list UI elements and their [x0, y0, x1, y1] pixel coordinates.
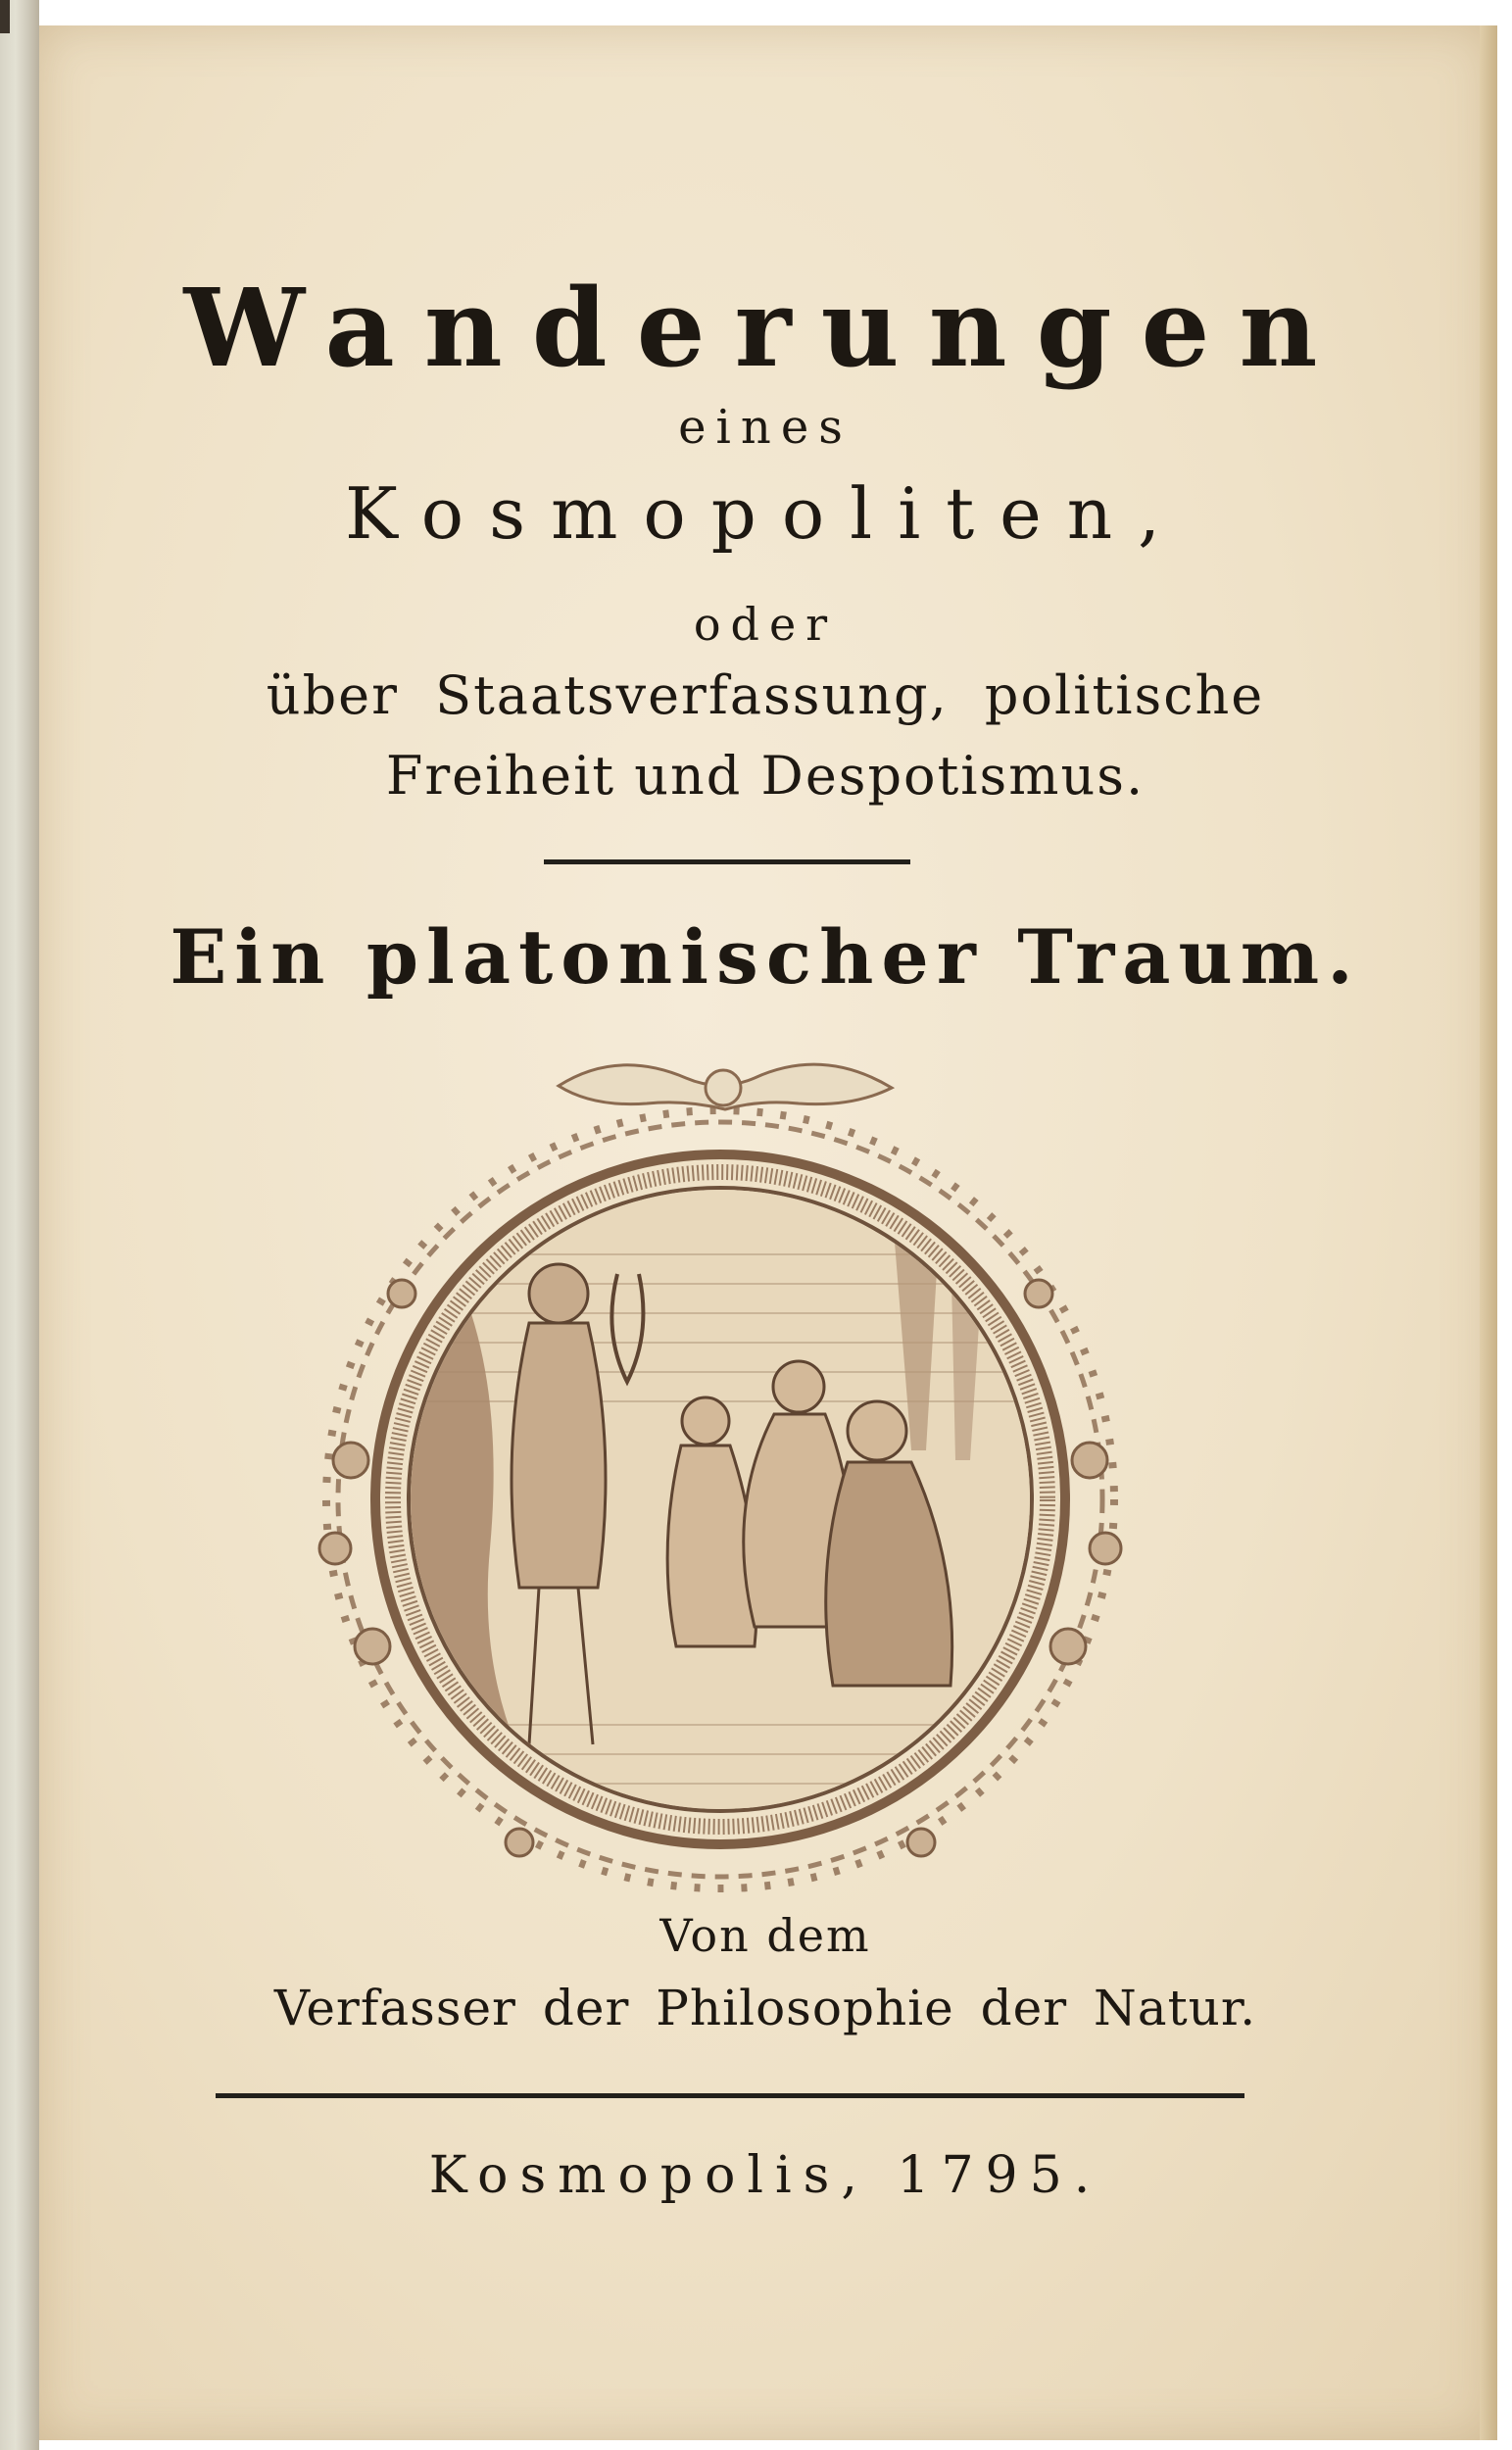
binding-corner: [0, 0, 10, 33]
subtitle-line-2: Freiheit und Despotismus.: [385, 745, 1146, 807]
subtitle-line-1: über Staatsverfassung, politische: [266, 664, 1265, 726]
title-line-eines: eines: [678, 400, 853, 455]
title-line-oder: oder: [693, 598, 838, 651]
engraved-vignette: [265, 1039, 1176, 1901]
byline-author: Verfasser der Philosophie der Natur.: [273, 1980, 1257, 2036]
book-binding: [0, 0, 39, 2450]
imprint: Kosmopolis, 1795.: [428, 2146, 1102, 2205]
book-title: Wanderungen: [183, 265, 1347, 391]
divider-rule-bottom: [216, 2093, 1244, 2098]
title-line-kosmopoliten: Kosmopoliten,: [344, 472, 1187, 555]
divider-rule-top: [544, 859, 910, 864]
ribbon-bow: [559, 1064, 892, 1109]
tagline: Ein platonischer Traum.: [170, 913, 1361, 1001]
byline-lead: Von dem: [659, 1909, 871, 1962]
